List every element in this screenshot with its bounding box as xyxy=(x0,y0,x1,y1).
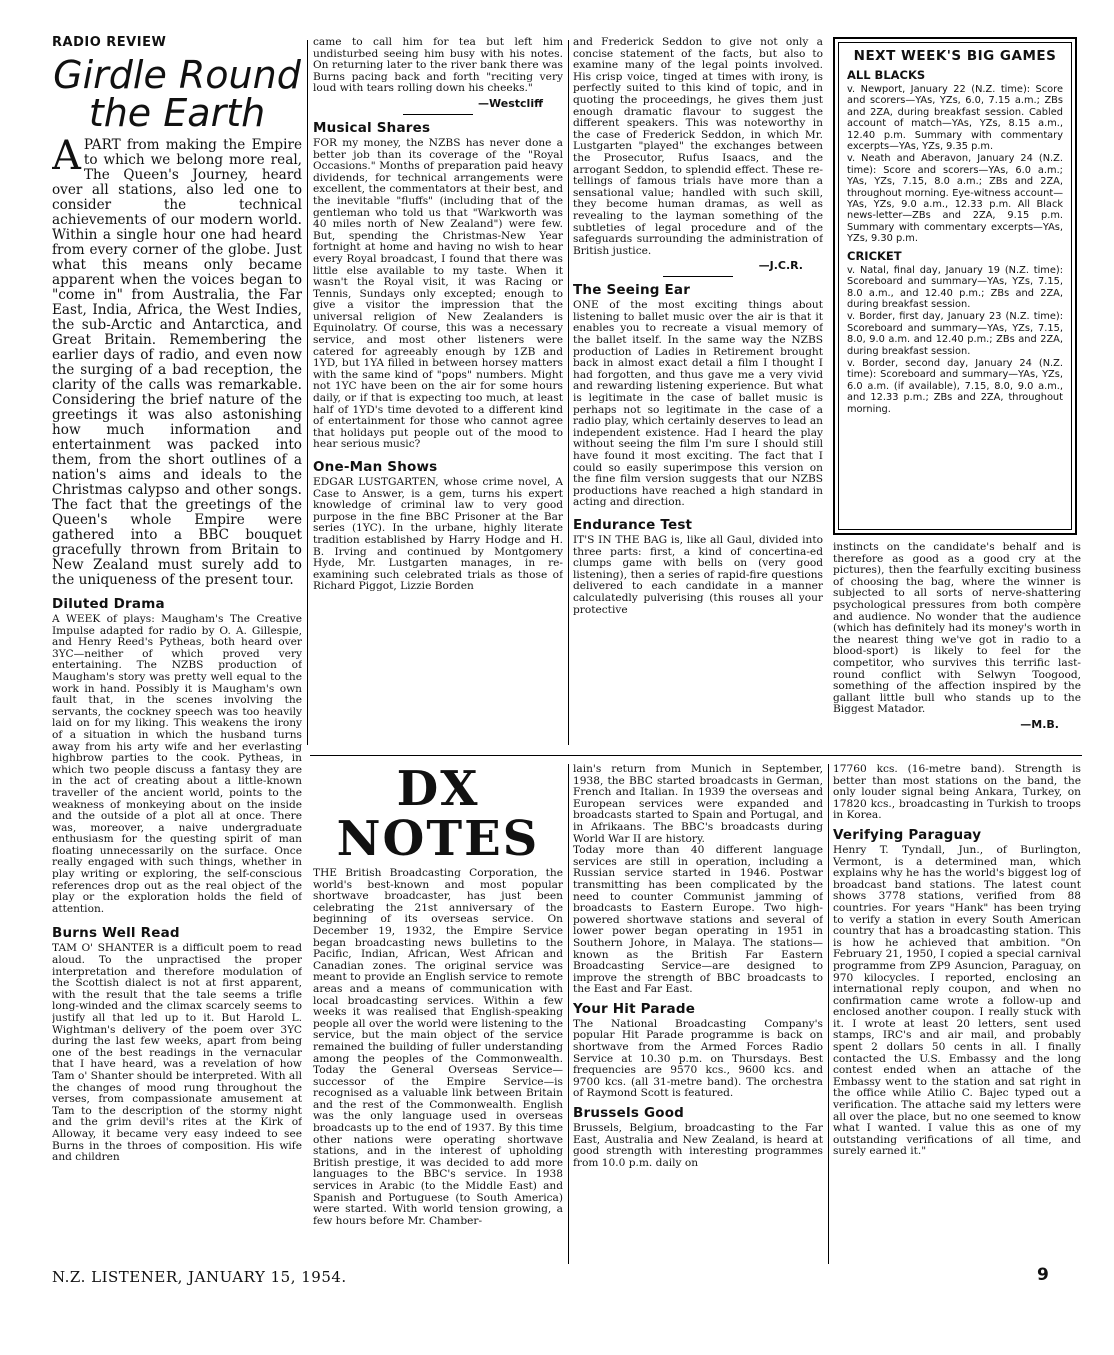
column-rule-dx-2 xyxy=(828,764,829,1264)
dx-text-3a: 17760 kcs. (16-metre band). Strength is better than most stations on the band, the only louder signal being Ankara, Turkey, on 17820 kcs., broadcasting in Turkish to troops in Korea. xyxy=(833,764,1081,822)
all-blacks-heading: ALL BLACKS xyxy=(847,68,926,82)
column-2 xyxy=(313,37,563,749)
all-blacks-item: v. Neath and Aberavon, January 24 (N.Z. time): Score and scorers—YAs, 6.0 a.m.; YAs, YZs, 7.15, 8.0 a.m.; ZBs and 2ZA, throughout morning. Eye-witness account—YAs, YZs, 9.0 a.m., 12.33 p.m. All Black news-letter—ZBs and 2ZA, 9.15 p.m. Summary with commentary excerpts—YAs, YZs, 9.30 p.m. xyxy=(847,153,1063,245)
text-burns: TAM O' SHANTER is a difficult poem to read aloud. To the unpractised the proper interpretation and therefore modulation of the Scottish dialect is not at first apparent, with the result that the tale seems a trifle long-winded and the climax scarcely seems to justify all that led up to it. But Harold L. Wightman's delivery of the poem over 3YC during the last few weeks, apart from being one of the best readings in the vernacular that I have heard, was a revelation of how Tam o' Shanter should be interpreted. With all the changes of mood rung throughout the verses, from compassionate amusement at Tam to the description of the stormy night and the grim devil's rites at the Kirk of Alloway, it became very easy indeed to see Burns in the throes of composition. His wife and children xyxy=(52,942,302,1164)
box-heading: NEXT WEEK'S BIG GAMES xyxy=(853,48,1057,64)
heading-brussels: Brussels Good xyxy=(573,1105,685,1122)
heading-paraguay: Verifying Paraguay xyxy=(833,826,982,843)
cricket-item: v. Border, first day, January 23 (N.Z. time): Scoreboard and summary—YAs, YZs, 7.15, 8.0, 9.0 a.m. and 12.40 p.m.; ZBs and 2ZA, during breakfast session. xyxy=(847,311,1063,357)
article-title xyxy=(52,53,302,135)
column-rule-dx-1 xyxy=(568,764,569,1264)
dx-column-1 xyxy=(313,764,563,1264)
dx-title: DX NOTES xyxy=(336,764,540,867)
section-kicker: RADIO REVIEW xyxy=(52,35,167,50)
column-rule-2 xyxy=(568,40,569,745)
text-one-man-cont: and Frederick Seddon to give not only a concise statement of the facts, but also to examine many of the legal points involved. His crisp voice, tinged at times with irony, is perfectly suited to this kind of topic, and in quoting the proceedings, he gives them just enough dramatic flavour to suggest the different speakers. This was noteworthy in the case of Frederick Seddon, in which Mr. Lustgarten "played" the exchanges between the Prosecutor, Rufus Isaacs, and the arrogant Seddon, to splendid effect. These re-tellings of famous trials have more than a sensational value; handled with such skill, they become human dramas, as well as revealing to the layman something of the subtleties of legal procedure and of the safeguards surrounding the administration of British justice. xyxy=(573,37,823,257)
text-endurance-cont: instincts on the candidate's behalf and is therefore as good as a good cry at the pictures), then the fearfully exciting business of choosing the bag, where the winner is subjected to all sorts of nerve-shattering psychological pressures from both compère and audience. No wonder that the audience (which has definitely had its money's worth in the nearest thing we've got in radio to a blood-sport) is likely to feel for the competitor, who survives this terrific last-round conflict with Selwyn Toogood, something of the affection inspired by the gallant little bull who stands up to the Biggest Matador. xyxy=(833,542,1081,716)
big-games-box xyxy=(833,37,1077,535)
lead-text: PART from making the Empire to which we belong more real, The Queen's Journey, heard over all stations, also led one to consider the technical achievements of our modern world. Within a single hour one had heard from every corner of the globe. Just what this means only became apparent when the voices began to "come in" from Australia, the Far East, India, Africa, the West Indies, the sub-Arctic and Antarctica, and Great Britain. Remembering the earlier days of radio, and even now the surging of a bad reception, the clarity of the calls was remarkable. Considering the brief nature of the greetings it was also astonishing how much information and entertainment was packed into them, from the short outlines of a nation's aims and ideals to the Christmas calypso and other songs. The fact that the greetings of the Queen's whole Empire were gathered into a BBC bouquet gracefully thrown from Britain to New Zealand must surely add to the uniqueness of the present tour. xyxy=(52,137,302,588)
sig-westcliff: —Westcliff xyxy=(478,96,543,110)
sig-jcr: —J.C.R. xyxy=(758,259,803,273)
dx-text-2b: Today more than 40 different language services are still in operation, including a Russian service started in 1946. Postwar transmitting has been complicated by the need to counter Communist jamming of broadcasts to Eastern Europe. Two high-powered shortwave stations and several of lower power began operating in 1951 in Southern Johore, in Malaya. The stations—known as the British Far Eastern Broadcasting Service—are designed to improve the strength of BBC broadcasts to the East and Far East. xyxy=(573,844,823,996)
heading-seeing-ear: The Seeing Ear xyxy=(573,282,691,299)
text-brussels: Brussels, Belgium, broadcasting to the Far East, Australia and New Zealand, is heard at good strength with interesting programmes from 10.0 p.m. daily on xyxy=(573,1122,823,1169)
title-line-1: Girdle Round xyxy=(53,53,301,97)
heading-diluted-drama: Diluted Drama xyxy=(52,596,165,612)
dx-top-rule xyxy=(310,755,1082,756)
text-burns-cont: came to call him for tea but left him undisturbed seeing him busy with his notes. On returning later to the river bank there was Burns pacing back and forth "reciting very loud with tears rolling down his cheeks." xyxy=(313,37,563,95)
page-number: 9 xyxy=(1037,1265,1049,1285)
column-1 xyxy=(52,35,302,1267)
heading-musical-shares: Musical Shares xyxy=(313,119,431,136)
heading-one-man-shows: One-Man Shows xyxy=(313,459,438,475)
title-line-2: the Earth xyxy=(88,91,266,135)
dx-text-1: THE British Broadcasting Corporation, the world's best-known and most popular shortwave broadcaster, has just been celebrating the 21st anniversary of the beginning of its overseas service. On December 19, 1932, the Empire Service began broadcasting news bulletins to the Pacific, Indian, African, West African and Canadian zones. The original service was meant to provide an English service to remote areas and a means of communication with local broadcasting services. Within a few weeks it was realised that English-speaking people all over the world were listening to the service, but the main object of the service remained the building of fuller understanding among the peoples of the Commonwealth. Today the General Overseas Service—successor of the Empire Service—is recognised as a valuable link between Britain and the rest of the Commonwealth. English was the only language used in overseas broadcasts up to the end of 1937. By this time other nations were operating shortwave stations, and in the interest of upholding British prestige, it was decided to add more languages to the BBC's service. In 1938 services in Arabic (to the Middle East) and Spanish and Portuguese (to South America) were started. With world tension growing, a few hours before Mr. Chamber- xyxy=(313,867,563,1227)
column-3 xyxy=(573,37,823,749)
column-4 xyxy=(833,542,1081,752)
text-endurance-test: IT'S IN THE BAG is, like all Gaul, divided into three parts: first, a kind of concertina-ed clumps game with bells on (very good listening), then a series of rapid-fire questions delivered to each candidate in a manner calculatedly pulverising (this rouses all your protective xyxy=(573,533,823,616)
divider xyxy=(663,276,733,277)
text-seeing-ear: ONE of the most exciting things about listening to ballet music over the air is that it enables you to recreate a visual memory of the ballet itself. In the same way the NZBS production of Ladies in Retirement brought back in almost exact detail a film I thought I had forgotten, and thus gave me a very vivid and rewarding listening experience. But what is legitimate in the case of ballet music is perhaps not so legitimate in the case of a radio play, which certainly deserves to lead an independent existence. Had I heard the play without seeing the film I'm sure I should still have found it most exciting. The fact that I could so easily superimpose this version on the fine film version suggests that our NZBS productions have reached a high standard in acting and direction. xyxy=(573,299,823,509)
sig-mb: —M.B. xyxy=(1020,717,1059,731)
big-games-box-inner xyxy=(838,42,1072,530)
divider xyxy=(403,114,473,115)
cricket-item: v. Border, second day, January 24 (N.Z. time): Scoreboard and summary—YAs, YZs, 6.0 a.m. (if available), 7.15, 8.0, 9.0 a.m., and 12.33 p.m.; ZBs and 2ZA, throughout morning. xyxy=(847,357,1063,415)
text-musical-shares: FOR my money, the NZBS has never done a better job than its coverage of the "Royal Occasions." Months of preparation paid heavy dividends, for technical arrangements were excellent, the commentators at their best, and the inevitable "fluffs" (including that of the gentleman who told us that "Warkworth was 40 miles north of New Zealand") were few. But, spending the Christmas-New Year fortnight at home and having no wish to hear every Royal broadcast, I found that there was little else available to my taste. When it wasn't the Royal visit, it was Racing or Tennis, Sundays only excepted; enough to give a visitor the impression that the universal religion of New Zealanders is Equinolatry. Of course, this was a necessary service, and most other listeners were catered for agreeably enough by 1ZB and 1YD, but 1YA filled in between horsey matters with the same kind of "pops" numbers. Might not 1YC have been on the air for some hours daily, or if that is expecting too much, at least half of 1YD's time devoted to a different kind of entertainment for those who cannot agree that holidays put people out of the mood to hear serious music? xyxy=(313,136,563,451)
heading-endurance-test: Endurance Test xyxy=(573,516,693,533)
footer-masthead: N.Z. LISTENER, JANUARY 15, 1954. xyxy=(52,1268,347,1286)
column-rule-1 xyxy=(307,40,308,745)
text-paraguay: Henry T. Tyndall, Jun., of Burlington, Vermont, is a determined man, which explains why he has the world's biggest log of broadcast band stations. The latest count shows 3778 stations, verified from 88 countries. For years "Hank" has been trying to verify a station in every South American country that has a broadcasting station. This is how he achieved that ambition. "On February 21, 1950, I copied a special carnival programme from ZP9 Asuncion, Paraguay, on 970 kilocycles. I reported, enclosing an international reply coupon, and when no confirmation came wrote a follow-up and enclosed another coupon. I really stuck with it. I wrote at least 20 letters, sent used stamps, IRC's and air mail, and probably spent 2 dollars 50 cents in all. I finally contacted the U.S. Embassy and the long contest ended when an attache of the Embassy went to the station and sat right in the office while Atilio C. Bajec typed out a verification. The attache said my letters were all over the place, but no one seemed to know what I wanted. I value this as one of my outstanding verifications of all time, and surely earned it." xyxy=(833,843,1081,1158)
heading-burns: Burns Well Read xyxy=(52,925,180,942)
dx-column-2 xyxy=(573,764,823,1264)
cricket-item: v. Natal, final day, January 19 (N.Z. time): Scoreboard and summary—YAs, YZs, 7.15, 8.0 a.m., and 12.40 p.m.; ZBs and 2ZA, during breakfast session. xyxy=(847,264,1063,310)
all-blacks-item: v. Newport, January 22 (N.Z. time): Score and scorers—YAs, YZs, 6.0, 7.15 a.m.; ZBs and 2ZA, during breakfast session. Cabled account of match—YAs, YZs, 8.15 a.m., 12.40 p.m. Summary with commentary excerpts—YAs, YZs, 9.35 p.m. xyxy=(847,84,1063,153)
dx-column-3 xyxy=(833,764,1081,1264)
text-hit-parade: The National Broadcasting Company's popular Hit Parade programme is back on shortwave from the Armed Forces Radio Service at 10.30 p.m. on Thursdays. Best frequencies are 9570 kcs., 9600 kcs. and 9700 kcs. (all 31-metre band). The orchestra of Raymond Scott is featured. xyxy=(573,1017,823,1100)
heading-hit-parade: Your Hit Parade xyxy=(573,1000,696,1017)
drop-cap: A xyxy=(52,133,81,179)
text-diluted-drama: A WEEK of plays: Maugham's The Creative Impulse adapted for radio by O. A. Gillespie, and Henry Reed's Pytheas, both heard over 3YC—neither of which proved very entertaining. The NZBS production of Maugham's story was pretty well equal to the work in hand. Possibly it is Maugham's own fault that, in the scenes involving the servants, the cockney speech was too heavily laid on for my liking. This weakens the irony of a situation in which the husband turns away from his arty wife and her everlasting highbrow parties to the cook. Pytheas, in which two people discuss a fantasy they are in the act of creating about a little-known traveller of the ancient world, points to the weakness of monkeying about on the inside and the outside of a plot all at once. There was, moreover, a naive undergraduate enthusiasm for the questing spirit of man floating unnecessarily on the surface. Once really engaged with such things, whether in play writing or exploring, the self-conscious references drop out as the real object of the play or the exploration holds the field of attention. xyxy=(52,613,302,915)
text-one-man-shows: EDGAR LUSTGARTEN, whose crime novel, A Case to Answer, is a gem, turns his expert knowledge of criminal law to very good purpose in the fine BBC Prisoner at the Bar series (1YC). In the urbane, highly literate tradition established by Harry Hodge and H. B. Irving and continued by Montgomery Hyde, Mr. Lustgarten manages, in re-examining such celebrated trials as those of Richard Piggot, Lizzie Borden xyxy=(313,476,563,593)
dx-text-2a: lain's return from Munich in September, 1938, the BBC started broadcasts in German, French and Italian. In 1939 the overseas and European services were expanded and broadcasts started to Spain and Portugal, and in Afrikaans. The BBC's broadcasts during World War II are history. xyxy=(573,764,823,845)
cricket-heading: CRICKET xyxy=(847,248,902,263)
lead-paragraph xyxy=(52,133,302,588)
